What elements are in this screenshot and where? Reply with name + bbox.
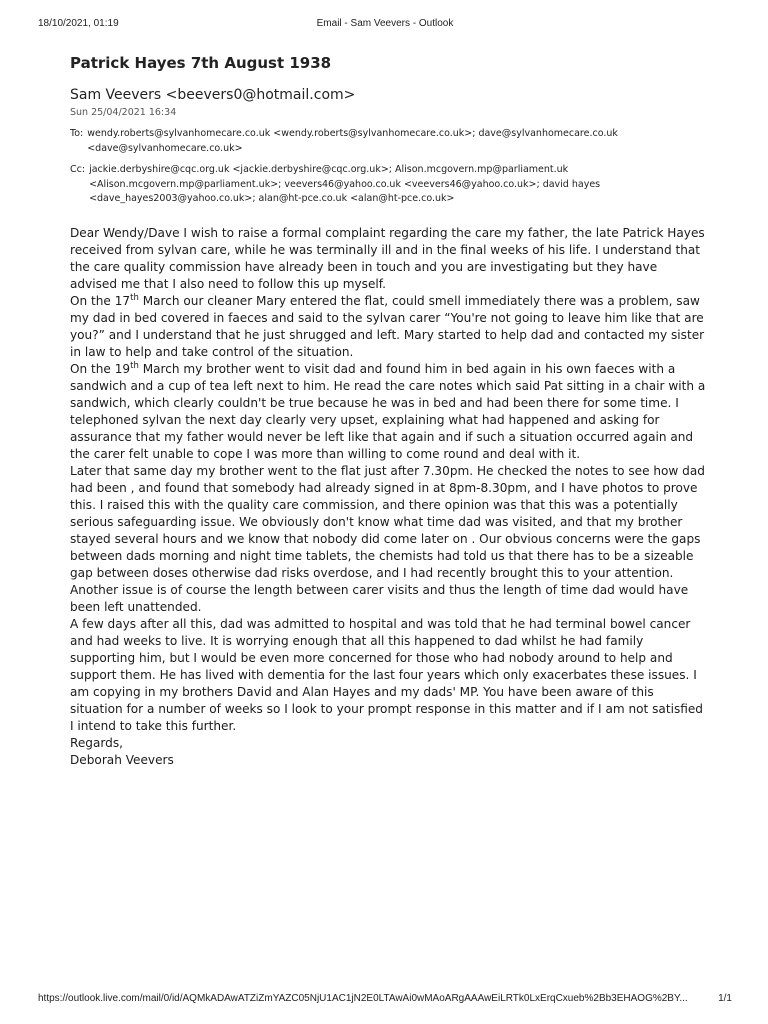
body-paragraph: Dear Wendy/Dave I wish to raise a formal complaint regarding the care my father, the late Patrick Hayes received from sylvan care, while he was terminally ill and in the final weeks of his life. I understand that the care quality commission have already been in touch and you are investigating but they have advised me that I also need to follow this up myself. (70, 225, 705, 291)
to-addresses[interactable]: wendy.roberts@sylvanhomecare.co.uk <wendy.roberts@sylvanhomecare.co.uk>; dave@sylvanhomecare.co.uk <dave@sylvanhomecare.co.uk> (87, 128, 618, 154)
cc-recipients (70, 163, 706, 207)
body-text: March my brother went to visit dad and found him in bed again in his own faeces with a sandwich and a cup of tea left next to him. He read the care notes which said Pat sitting in a chair with a sandwich, which clearly couldn't be true because he was in bed and had been there for some time. I telephoned sylvan the next day clearly very upset, explaining what had happened and asking for assurance that my father would never be left like that again and if such a situation occurred again and the carer felt unable to cope I was more than willing to come round and deal with it. (70, 361, 706, 461)
body-text: On the 17 (70, 293, 131, 308)
ordinal-suffix: th (130, 360, 139, 371)
email-message (70, 52, 706, 769)
body-paragraph (70, 361, 706, 463)
body-text: On the 19 (70, 361, 131, 376)
email-subject: Patrick Hayes 7th August 1938 (70, 54, 332, 72)
body-paragraph (70, 293, 706, 361)
signature: Deborah Veevers (70, 752, 174, 767)
cc-label: Cc: (70, 164, 86, 175)
to-recipients (70, 127, 706, 156)
page-url[interactable]: https://outlook.live.com/mail/0/id/AQMkADAwATZiZmYAZC05NjU1AC1jN2E0LTAwAi0wMAoARgAAAwEiLRTk0LxErqCxueb%2Bb3EHAOG%2BY... (38, 993, 688, 1004)
cc-addresses[interactable]: jackie.derbyshire@cqc.org.uk <jackie.derbyshire@cqc.org.uk>; Alison.mcgovern.mp@parliament.uk <Alison.mcgovern.mp@parliament.uk>; veevers46@yahoo.co.uk <veevers46@yahoo.co.uk>; david hayes <dave_hayes2003@yahoo.co.uk>; alan@ht-pce.co.uk <alan@ht-pce.co.uk> (89, 164, 601, 204)
print-header (38, 18, 732, 32)
print-title: Email - Sam Veevers - Outlook (316, 18, 454, 29)
email-sender[interactable]: Sam Veevers <beevers0@hotmail.com> (70, 87, 356, 103)
email-body (70, 225, 706, 769)
body-paragraph: A few days after all this, dad was admitted to hospital and was told that he had terminal bowel cancer and had weeks to live. It is worrying enough that all this happened to dad whilst he had family supporting him, but I would be even more concerned for those who had nobody around to help and support them. He has lived with dementia for the last four years which only exacerbates these issues. I am copying in my brothers David and Alan Hayes and my dads' MP. You have been aware of this situation for a number of weeks so I look to your prompt response in this matter and if I am not satisfied I intend to take this further. (70, 616, 703, 733)
ordinal-suffix: th (130, 292, 139, 303)
sign-off: Regards, (70, 735, 123, 750)
body-paragraph: Later that same day my brother went to the flat just after 7.30pm. He checked the notes to see how dad had been , and found that somebody had already signed in at 8pm-8.30pm, and I have photos to prove this. I raised this with the quality care commission, and there opinion was that this was a potentially serious safeguarding issue. We obviously don't know what time dad was visited, and that my brother stayed several hours and we know that nobody did come later on . Our obvious concerns were the gaps between dads morning and night time tablets, the chemists had told us that there has to be a sizeable gap between doses otherwise dad risks overdose, and I had recently brought this to your attention. Another issue is of course the length between carer visits and thus the length of time dad would have been left unattended. (70, 463, 705, 614)
email-date: Sun 25/04/2021 16:34 (70, 107, 177, 118)
page-number: 1/1 (718, 993, 732, 1004)
to-label: To: (70, 128, 84, 139)
print-datetime: 18/10/2021, 01:19 (38, 18, 119, 29)
body-text: March our cleaner Mary entered the flat, could smell immediately there was a problem, saw my dad in bed covered in faeces and said to the sylvan carer “You're not going to leave him like that are you?” and I understand that he just shrugged and left. Mary started to help dad and contacted my sister in law to help and take control of the situation. (70, 293, 705, 359)
print-footer (38, 993, 732, 1007)
